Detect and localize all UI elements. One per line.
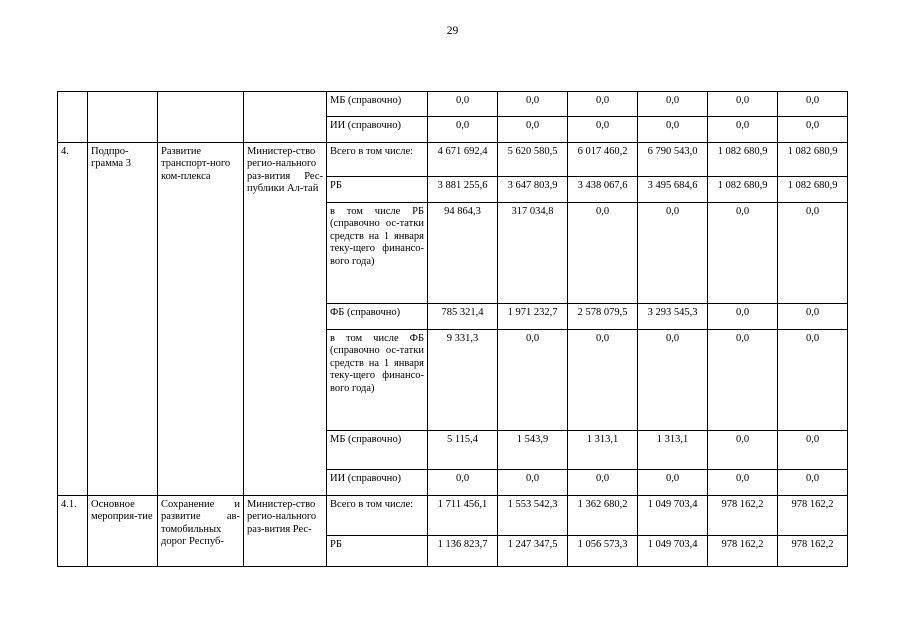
value-cell: 0,0	[638, 330, 708, 431]
section-number: 4.	[58, 143, 88, 496]
value-cell: 0,0	[708, 470, 778, 496]
value-cell: 0,0	[778, 330, 848, 431]
value-cell: 0,0	[778, 470, 848, 496]
value-cell: 0,0	[778, 203, 848, 304]
source-cell: РБ	[327, 536, 428, 567]
value-cell: 785 321,4	[428, 304, 498, 330]
value-cell: 1 971 232,7	[498, 304, 568, 330]
value-cell: 0,0	[498, 117, 568, 143]
value-cell: 0,0	[498, 92, 568, 117]
value-cell: 0,0	[568, 470, 638, 496]
section-name: Основное мероприя-тие	[88, 496, 158, 567]
source-cell: МБ (справочно)	[327, 92, 428, 117]
value-cell: 1 049 703,4	[638, 496, 708, 536]
source-cell: ИИ (справочно)	[327, 117, 428, 143]
page-number: 29	[446, 25, 459, 37]
value-cell: 1 049 703,4	[638, 536, 708, 567]
table-row	[58, 92, 848, 117]
value-cell: 978 162,2	[708, 496, 778, 536]
value-cell: 1 313,1	[638, 431, 708, 470]
section-executor: Министер-ство регио-нального раз-вития Рес-публики Ал-тай	[244, 143, 327, 496]
value-cell: 0,0	[708, 431, 778, 470]
value-cell: 0,0	[638, 203, 708, 304]
value-cell: 0,0	[708, 203, 778, 304]
value-cell: 0,0	[428, 92, 498, 117]
value-cell: 6 017 460,2	[568, 143, 638, 177]
section-name: Подпро-грамма 3	[88, 143, 158, 496]
value-cell: 5 620 580,5	[498, 143, 568, 177]
value-cell: 0,0	[498, 470, 568, 496]
number-cell	[58, 92, 88, 143]
value-cell: 0,0	[778, 304, 848, 330]
source-cell: ИИ (справочно)	[327, 470, 428, 496]
value-cell: 0,0	[778, 92, 848, 117]
value-cell: 0,0	[638, 117, 708, 143]
value-cell: 1 056 573,3	[568, 536, 638, 567]
value-cell: 3 293 545,3	[638, 304, 708, 330]
value-cell: 9 331,3	[428, 330, 498, 431]
value-cell: 5 115,4	[428, 431, 498, 470]
value-cell: 0,0	[778, 431, 848, 470]
value-cell: 0,0	[708, 92, 778, 117]
executor-cell	[244, 92, 327, 143]
value-cell: 0,0	[568, 117, 638, 143]
value-cell: 0,0	[708, 330, 778, 431]
value-cell: 0,0	[778, 117, 848, 143]
value-cell: 1 362 680,2	[568, 496, 638, 536]
source-cell: РБ	[327, 177, 428, 203]
value-cell: 6 790 543,0	[638, 143, 708, 177]
value-cell: 1 082 680,9	[708, 143, 778, 177]
table-row	[58, 143, 848, 177]
value-cell: 1 247 347,5	[498, 536, 568, 567]
value-cell: 94 864,3	[428, 203, 498, 304]
value-cell: 978 162,2	[778, 536, 848, 567]
budget-table	[57, 91, 848, 567]
value-cell: 0,0	[428, 117, 498, 143]
value-cell: 317 034,8	[498, 203, 568, 304]
value-cell: 0,0	[708, 117, 778, 143]
source-cell: Всего в том числе:	[327, 143, 428, 177]
value-cell: 0,0	[568, 203, 638, 304]
value-cell: 1 711 456,1	[428, 496, 498, 536]
section-goal: Развитие транспорт-ного ком-плекса	[158, 143, 244, 496]
value-cell: 4 671 692,4	[428, 143, 498, 177]
value-cell: 3 495 684,6	[638, 177, 708, 203]
value-cell: 1 082 680,9	[778, 143, 848, 177]
source-cell: в том числе РБ (справочно ос-татки средств на 1 января теку-щего финансо-вого года)	[327, 203, 428, 304]
value-cell: 978 162,2	[708, 536, 778, 567]
value-cell: 0,0	[498, 330, 568, 431]
value-cell: 0,0	[708, 304, 778, 330]
source-cell: ФБ (справочно)	[327, 304, 428, 330]
value-cell: 2 578 079,5	[568, 304, 638, 330]
source-cell: Всего в том числе:	[327, 496, 428, 536]
value-cell: 3 647 803,9	[498, 177, 568, 203]
value-cell: 1 313,1	[568, 431, 638, 470]
section-executor: Министер-ство регио-нального раз-вития Рес-	[244, 496, 327, 567]
section-goal: Сохранение и развитие ав-томобильных дорог Респуб-	[158, 496, 244, 567]
value-cell: 3 881 255,6	[428, 177, 498, 203]
value-cell: 0,0	[638, 470, 708, 496]
value-cell: 1 543,9	[498, 431, 568, 470]
value-cell: 1 082 680,9	[708, 177, 778, 203]
source-cell: в том числе ФБ (справочно ос-татки средств на 1 января теку-щего финансо-вого года)	[327, 330, 428, 431]
value-cell: 0,0	[428, 470, 498, 496]
value-cell: 1 553 542,3	[498, 496, 568, 536]
value-cell: 978 162,2	[778, 496, 848, 536]
value-cell: 0,0	[638, 92, 708, 117]
value-cell: 0,0	[568, 330, 638, 431]
name-cell	[88, 92, 158, 143]
value-cell: 3 438 067,6	[568, 177, 638, 203]
value-cell: 1 082 680,9	[778, 177, 848, 203]
source-cell: МБ (справочно)	[327, 431, 428, 470]
value-cell: 1 136 823,7	[428, 536, 498, 567]
table-row	[58, 496, 848, 536]
section-number: 4.1.	[58, 496, 88, 567]
goal-cell	[158, 92, 244, 143]
value-cell: 0,0	[568, 92, 638, 117]
